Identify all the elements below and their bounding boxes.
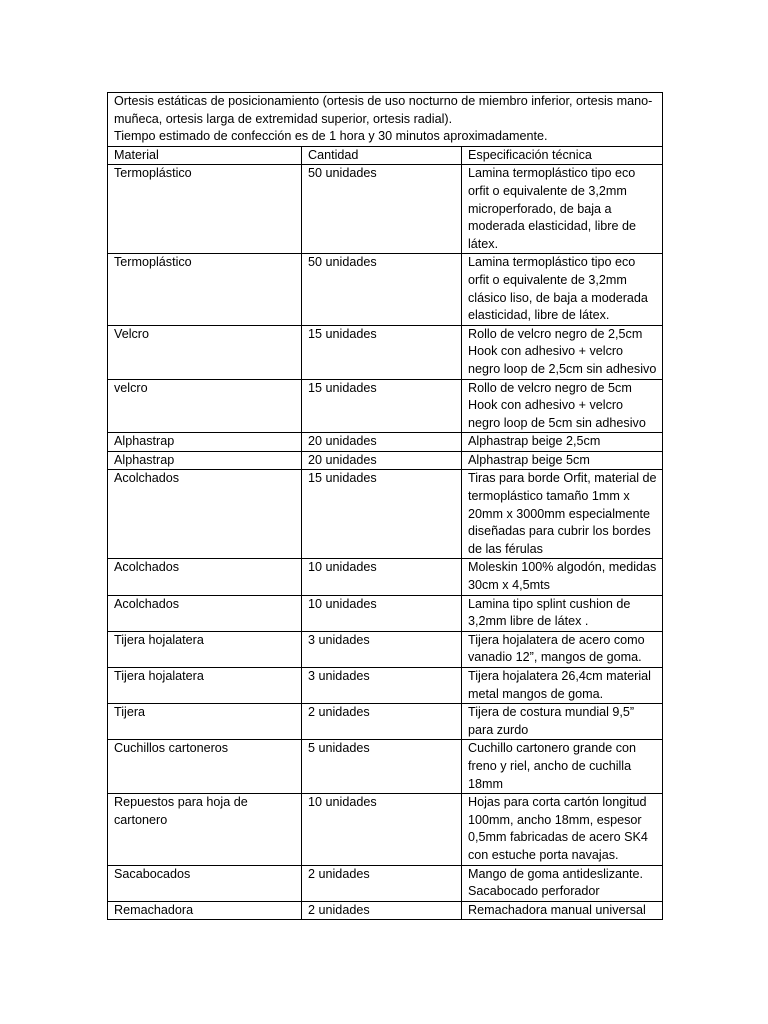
cell-cantidad: 5 unidades xyxy=(302,740,462,794)
cell-material: Remachadora xyxy=(108,901,302,920)
cell-especificacion: Mango de goma antideslizante. Sacabocado perforador xyxy=(462,865,663,901)
table-row xyxy=(108,631,663,667)
cell-material: Alphastrap xyxy=(108,433,302,452)
table-row xyxy=(108,451,663,470)
cell-cantidad: 2 unidades xyxy=(302,704,462,740)
cell-especificacion: Tijera hojalatera de acero como vanadio 12”, mangos de goma. xyxy=(462,631,663,667)
table-row xyxy=(108,901,663,920)
cell-cantidad: 50 unidades xyxy=(302,254,462,325)
cell-cantidad: 2 unidades xyxy=(302,865,462,901)
cell-especificacion: Rollo de velcro negro de 2,5cm Hook con adhesivo + velcro negro loop de 2,5cm sin adhesivo xyxy=(462,325,663,379)
materials-table-body xyxy=(108,93,663,920)
cell-cantidad: 50 unidades xyxy=(302,165,462,254)
cell-material: Alphastrap xyxy=(108,451,302,470)
table-row xyxy=(108,595,663,631)
cell-material: Acolchados xyxy=(108,559,302,595)
cell-material: velcro xyxy=(108,379,302,433)
cell-especificacion: Rollo de velcro negro de 5cm Hook con adhesivo + velcro negro loop de 5cm sin adhesivo xyxy=(462,379,663,433)
header-material: Material xyxy=(108,146,302,165)
cell-especificacion: Lamina termoplástico tipo eco orfit o equivalente de 3,2mm microperforado, de baja a moderada elasticidad, libre de látex. xyxy=(462,165,663,254)
cell-especificacion: Tiras para borde Orfit, material de termoplástico tamaño 1mm x 20mm x 3000mm especialmente diseñadas para cubrir los bordes de las férulas xyxy=(462,470,663,559)
cell-material: Acolchados xyxy=(108,470,302,559)
table-row xyxy=(108,740,663,794)
cell-especificacion: Tijera de costura mundial 9,5” para zurdo xyxy=(462,704,663,740)
cell-cantidad: 15 unidades xyxy=(302,325,462,379)
cell-material: Sacabocados xyxy=(108,865,302,901)
cell-cantidad: 10 unidades xyxy=(302,794,462,865)
table-row xyxy=(108,794,663,865)
cell-cantidad: 15 unidades xyxy=(302,470,462,559)
cell-material: Repuestos para hoja de cartonero xyxy=(108,794,302,865)
cell-material: Tijera hojalatera xyxy=(108,668,302,704)
header-row xyxy=(108,146,663,165)
cell-especificacion: Tijera hojalatera 26,4cm material metal mangos de goma. xyxy=(462,668,663,704)
cell-cantidad: 10 unidades xyxy=(302,559,462,595)
cell-material: Cuchillos cartoneros xyxy=(108,740,302,794)
cell-material: Velcro xyxy=(108,325,302,379)
intro-cell xyxy=(108,93,663,147)
cell-cantidad: 10 unidades xyxy=(302,595,462,631)
header-cantidad: Cantidad xyxy=(302,146,462,165)
cell-material: Tijera hojalatera xyxy=(108,631,302,667)
cell-especificacion: Cuchillo cartonero grande con freno y riel, ancho de cuchilla 18mm xyxy=(462,740,663,794)
cell-cantidad: 3 unidades xyxy=(302,631,462,667)
table-row xyxy=(108,668,663,704)
table-row xyxy=(108,433,663,452)
table-row xyxy=(108,470,663,559)
cell-especificacion: Alphastrap beige 2,5cm xyxy=(462,433,663,452)
cell-especificacion: Lamina termoplástico tipo eco orfit o equivalente de 3,2mm clásico liso, de baja a moderada elasticidad, libre de látex. xyxy=(462,254,663,325)
intro-row xyxy=(108,93,663,147)
table-row xyxy=(108,865,663,901)
table-row xyxy=(108,379,663,433)
table-row xyxy=(108,254,663,325)
materials-table xyxy=(107,92,663,920)
cell-material: Tijera xyxy=(108,704,302,740)
header-especificacion: Especificación técnica xyxy=(462,146,663,165)
cell-especificacion: Lamina tipo splint cushion de 3,2mm libre de látex . xyxy=(462,595,663,631)
cell-cantidad: 20 unidades xyxy=(302,451,462,470)
cell-cantidad: 2 unidades xyxy=(302,901,462,920)
intro-time-estimate: Tiempo estimado de confección es de 1 hora y 30 minutos aproximadamente. xyxy=(114,129,548,144)
cell-cantidad: 15 unidades xyxy=(302,379,462,433)
cell-cantidad: 3 unidades xyxy=(302,668,462,704)
table-row xyxy=(108,165,663,254)
cell-especificacion: Remachadora manual universal xyxy=(462,901,663,920)
intro-description: Ortesis estáticas de posicionamiento (ortesis de uso nocturno de miembro inferior, ortesis mano-muñeca, ortesis larga de extremidad superior, ortesis radial). xyxy=(114,94,653,126)
cell-material: Termoplástico xyxy=(108,165,302,254)
cell-material: Termoplástico xyxy=(108,254,302,325)
cell-cantidad: 20 unidades xyxy=(302,433,462,452)
cell-especificacion: Moleskin 100% algodón, medidas 30cm x 4,5mts xyxy=(462,559,663,595)
table-row xyxy=(108,325,663,379)
cell-material: Acolchados xyxy=(108,595,302,631)
cell-especificacion: Hojas para corta cartón longitud 100mm, ancho 18mm, espesor 0,5mm fabricadas de acero SK4 con estuche porta navajas. xyxy=(462,794,663,865)
table-row xyxy=(108,704,663,740)
table-row xyxy=(108,559,663,595)
cell-especificacion: Alphastrap beige 5cm xyxy=(462,451,663,470)
